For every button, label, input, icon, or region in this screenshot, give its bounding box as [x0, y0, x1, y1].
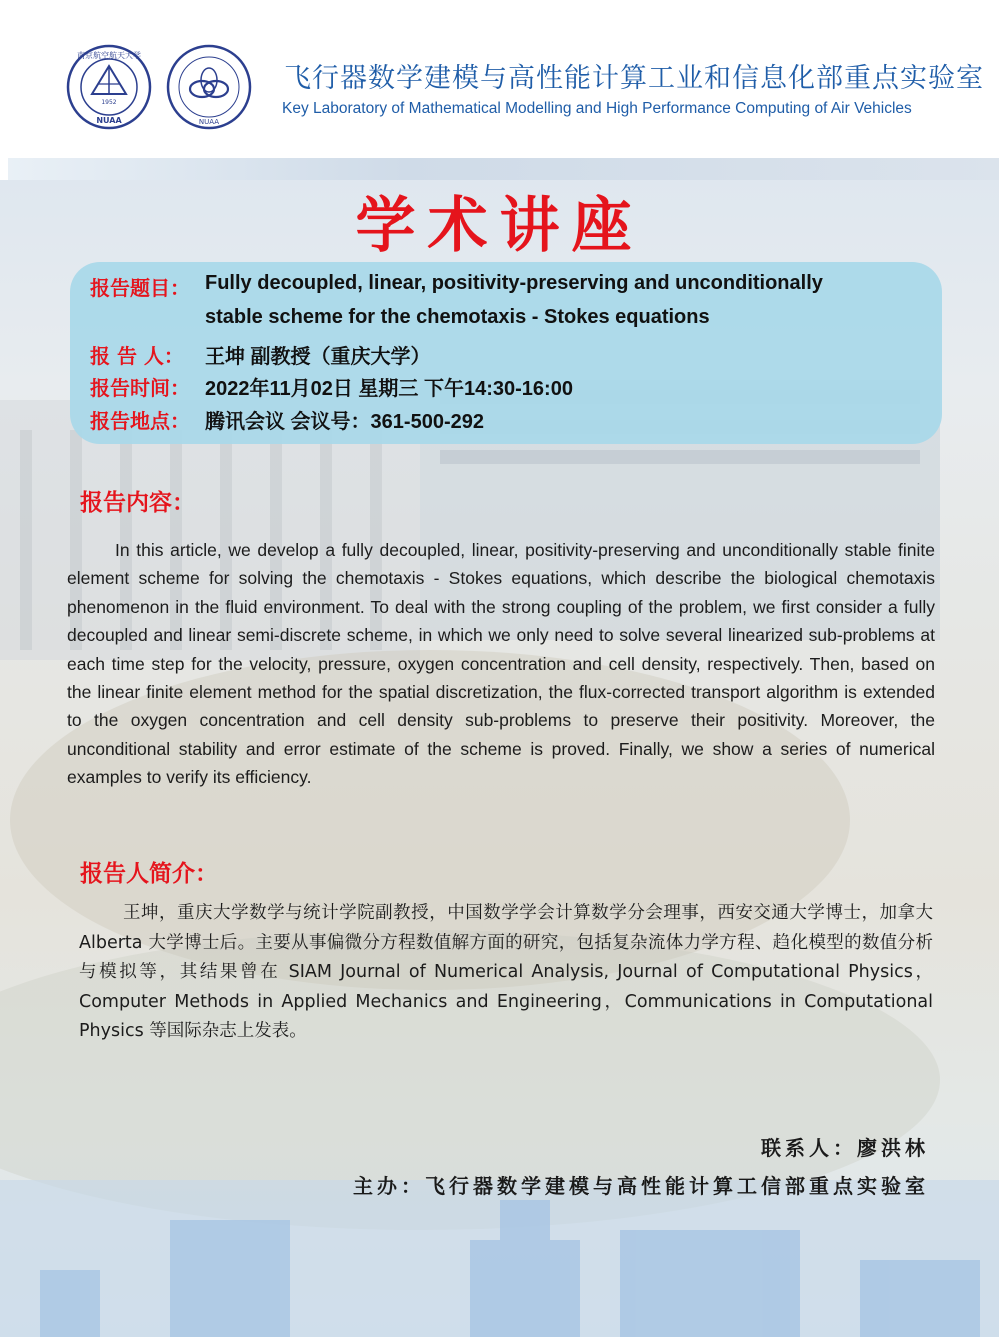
bio-heading: 报告人简介： [80, 861, 218, 887]
place-value: 腾讯会议 会议号：361-500-292 [205, 411, 484, 433]
topic-line-2: stable scheme for the chemotaxis - Stokes equations [205, 306, 710, 328]
svg-text:NUAA: NUAA [198, 118, 220, 126]
speaker-label: 报 告 人： [90, 344, 184, 368]
contact-person: 联系人：廖洪林 [761, 1136, 929, 1160]
key-lab-seal [166, 44, 252, 130]
svg-text:南京航空航天大学: 南京航空航天大学 [77, 51, 141, 60]
abstract-text: In this article, we develop a fully decoupled, linear, positivity-preserving and unconditionally stable finite element scheme for solving the chemotaxis - Stokes equations, which describe the biological chemotaxis phenomenon in the fluid environment. To deal with the strong coupling of the problem, we first consider a fully decoupled and linear semi-discrete scheme, in which we only need to solve several linearized sub-problems at each time step for the velocity, pressure, oxygen concentration and cell density, respectively. Then, based on the linear finite element method for the spatial discretization, the flux-corrected transport algorithm is extended to the oxygen concentration and cell density sub-problems to preserve their positivity. Moreover, the unconditional stability and error estimate of the scheme is proved. Finally, we show a series of numerical examples to verify its efficiency. [67, 540, 935, 788]
place-label: 报告地点： [90, 409, 190, 433]
svg-text:NUAA: NUAA [96, 116, 122, 125]
lab-name-en: Key Laboratory of Mathematical Modelling and High Performance Computing of Air Vehicles [282, 100, 912, 117]
time-label: 报告时间： [90, 376, 190, 400]
time-value: 2022年11月02日 星期三 下午14:30-16:00 [205, 378, 573, 400]
topic-line-1: Fully decoupled, linear, positivity-preserving and unconditionally [205, 272, 823, 294]
header [0, 0, 999, 158]
page-title: 学术讲座 [355, 191, 644, 261]
nuaa-university-seal [66, 44, 152, 130]
host-organization: 主办：飞行器数学建模与高性能计算工信部重点实验室 [353, 1174, 929, 1198]
top-banner-strip [8, 158, 999, 180]
speaker-value: 王坤 副教授（重庆大学） [205, 346, 431, 368]
lab-name-cn: 飞行器数学建模与高性能计算工业和信息化部重点实验室 [284, 63, 984, 94]
svg-text:1952: 1952 [101, 99, 117, 106]
topic-label: 报告题目： [90, 276, 190, 300]
bio-text: 王坤，重庆大学数学与统计学院副教授，中国数学学会计算数学分会理事，西安交通大学博士，加拿大 Alberta 大学博士后。主要从事偏微分方程数值解方面的研究，包括复杂流体力学方程、趋化模型的数值分析与模拟等，其结果曾在 SIAM Journal of Numerical Analysis, Journal of Computational Physics，Computer Methods in Applied Mechanics and Engineering，Communications in Computational Physics 等国际杂志上发表。 [79, 903, 933, 1041]
abstract-heading: 报告内容： [80, 490, 195, 516]
